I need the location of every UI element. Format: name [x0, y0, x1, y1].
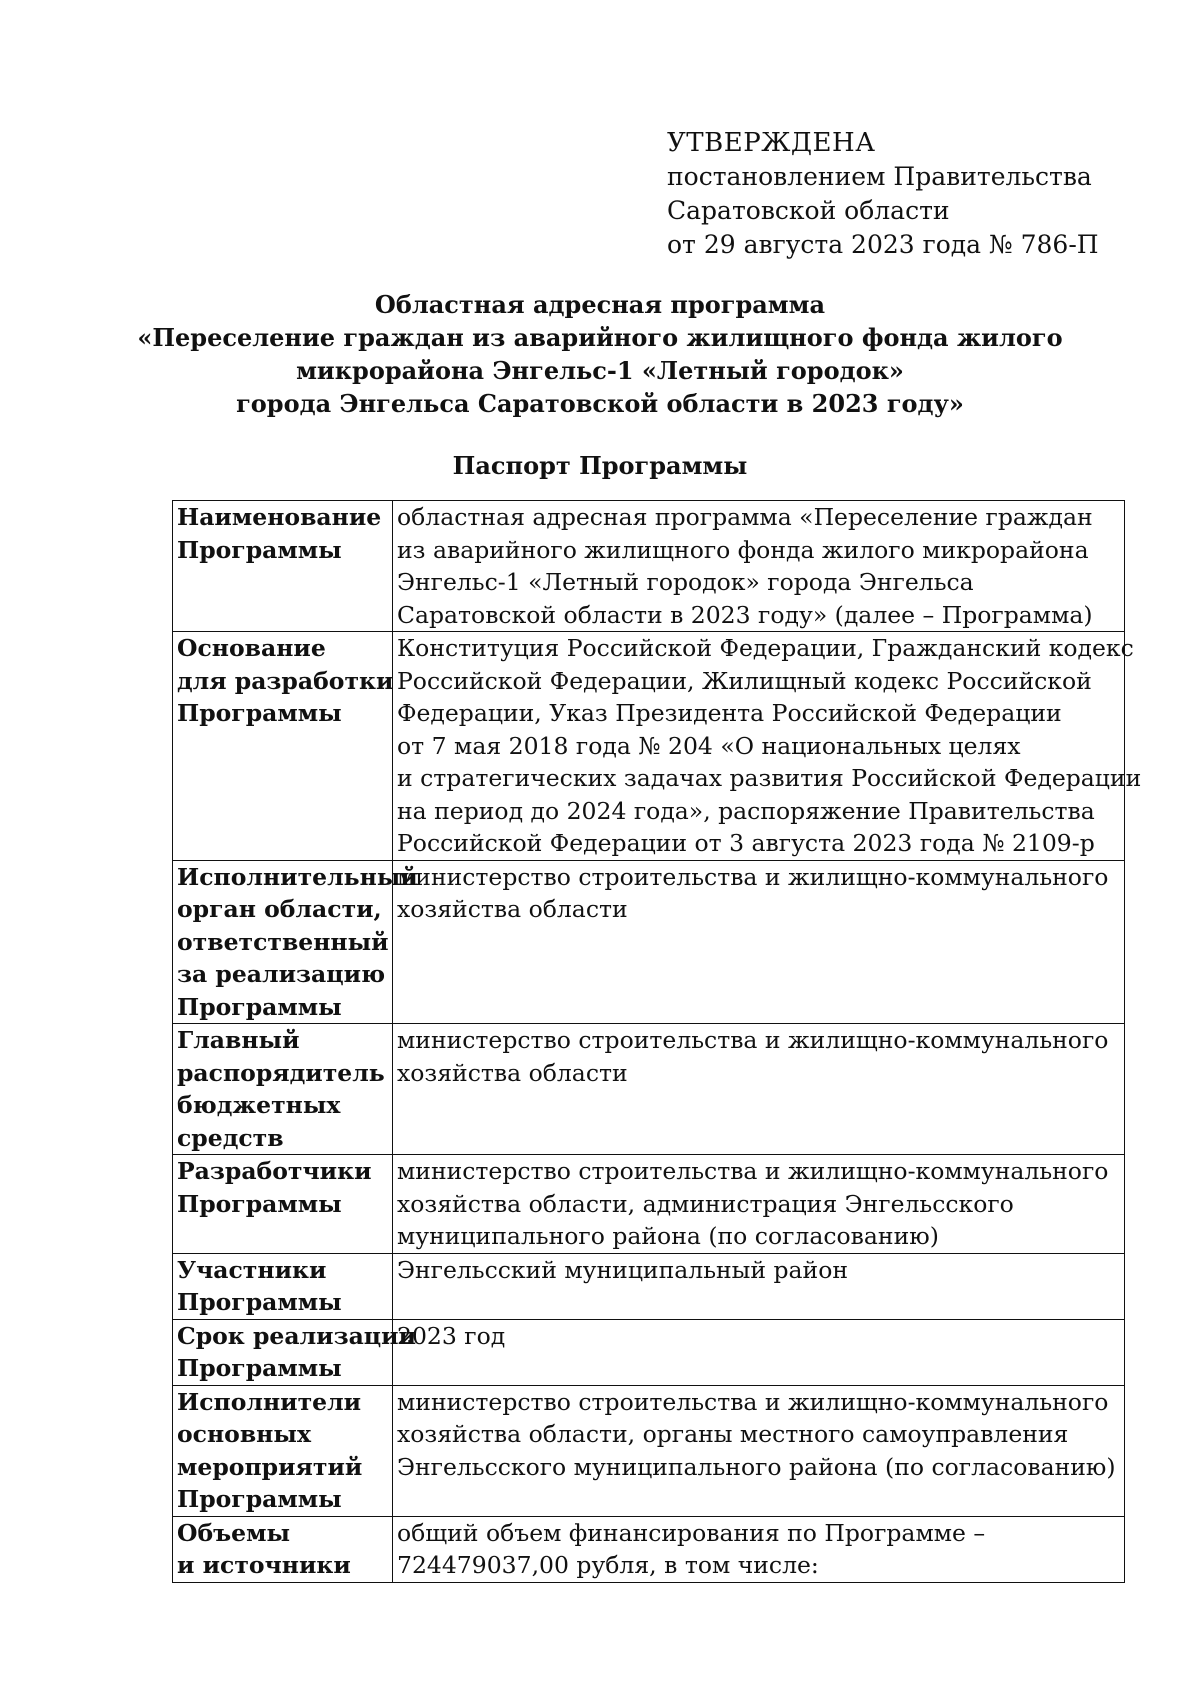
row-label-line: Программы — [177, 1485, 342, 1513]
row-label — [173, 860, 418, 1024]
row-label-line: и источники — [177, 1551, 351, 1579]
row-value-line: Энгельсский муниципальный район — [397, 1255, 849, 1284]
row-label-line: мероприятий — [177, 1452, 363, 1481]
row-label-line: основных — [177, 1420, 311, 1448]
row-value-line: Федерации, Указ Президента Российской Федерации — [397, 699, 1062, 727]
row-value-line: Саратовской области в 2023 году» (далее – Программа) — [397, 600, 1093, 629]
approval-line: от 29 августа 2023 года № 786-П — [667, 230, 1099, 259]
row-value-line: хозяйства области — [397, 1058, 628, 1087]
row-label-line: Участники — [177, 1255, 327, 1284]
row-value — [393, 1385, 1125, 1516]
row-label — [173, 632, 393, 861]
table-row — [173, 1385, 1125, 1516]
row-value-line: общий объем финансирования по Программе – — [397, 1518, 986, 1547]
row-label-line: ответственный — [177, 927, 389, 956]
row-value-line: 724479037,00 рубля, в том числе: — [397, 1551, 819, 1579]
row-label — [173, 1024, 393, 1155]
row-value-line: Энгельс-1 «Летный городок» города Энгельса — [397, 568, 974, 596]
row-label-line: орган области, — [177, 895, 382, 923]
table-row — [173, 1253, 1125, 1319]
row-label-line: Программы — [177, 992, 342, 1021]
row-label — [173, 1155, 393, 1254]
row-value-line: министерство строительства и жилищно-коммунального — [397, 862, 1109, 891]
approval-block — [667, 126, 1099, 262]
row-label-line: Наименование — [177, 503, 382, 531]
passport-table-body — [173, 501, 1142, 1583]
title-line: «Переселение граждан из аварийного жилищного фонда жилого — [137, 323, 1063, 352]
row-label-line: бюджетных — [177, 1091, 341, 1119]
row-label-line: Программы — [177, 699, 342, 727]
passport-table — [172, 500, 1142, 1583]
row-label — [173, 501, 393, 632]
row-label-line: за реализацию — [177, 960, 386, 988]
row-value-line: Российской Федерации, Жилищный кодекс Российской — [397, 666, 1092, 695]
table-row — [173, 1155, 1125, 1254]
row-label-line: Программы — [177, 1288, 342, 1316]
row-value-line: министерство строительства и жилищно-коммунального — [397, 1157, 1109, 1185]
row-value-line: на период до 2024 года», распоряжение Правительства — [397, 796, 1095, 825]
row-label-line: Программы — [177, 535, 342, 564]
passport-heading: Паспорт Программы — [452, 451, 748, 480]
row-label-line: Разработчики — [177, 1157, 372, 1185]
row-label-line: Объемы — [177, 1518, 291, 1547]
row-value-line: министерство строительства и жилищно-коммунального — [397, 1387, 1109, 1416]
row-label-line: Главный — [177, 1026, 300, 1054]
row-value-line: 2023 год — [397, 1321, 506, 1350]
approval-heading: УТВЕРЖДЕНА — [667, 128, 876, 158]
row-value — [393, 1024, 1125, 1155]
row-label — [173, 1385, 393, 1516]
row-value-line: от 7 мая 2018 года № 204 «О национальных целях — [397, 731, 1021, 760]
row-value — [393, 860, 1125, 1024]
row-label-line: Исполнительный — [177, 862, 418, 891]
row-label-line: для разработки — [177, 666, 394, 695]
row-value-line: и стратегических задачах развития Российской Федерации — [397, 764, 1142, 792]
row-label-line: Основание — [177, 634, 326, 662]
row-value-line: хозяйства области, администрация Энгельсского — [397, 1189, 1014, 1218]
approval-line: Саратовской области — [667, 196, 950, 225]
row-label-line: распорядитель — [177, 1058, 385, 1087]
row-value-line: хозяйства области, органы местного самоуправления — [397, 1420, 1069, 1448]
table-row — [173, 501, 1125, 632]
row-value — [393, 632, 1142, 861]
row-label-line: Срок реализации — [177, 1321, 417, 1350]
row-label-line: Программы — [177, 1354, 342, 1382]
row-value-line: муниципального района (по согласованию) — [397, 1222, 939, 1250]
table-row — [173, 1516, 1125, 1582]
row-value-line: хозяйства области — [397, 895, 628, 923]
row-label — [173, 1319, 417, 1385]
row-value-line: Конституция Российской Федерации, Гражданский кодекс — [397, 634, 1134, 662]
row-value — [393, 1319, 1125, 1385]
table-row — [173, 632, 1125, 861]
table-row — [173, 1319, 1125, 1385]
title-line: Областная адресная программа — [374, 290, 826, 319]
row-label — [173, 1516, 393, 1582]
row-value — [393, 1253, 1125, 1319]
row-label-line: средств — [177, 1123, 284, 1152]
row-value-line: Российской Федерации от 3 августа 2023 года № 2109-р — [397, 829, 1095, 857]
row-value-line: из аварийного жилищного фонда жилого микрорайона — [397, 535, 1089, 564]
row-value-line: Энгельсского муниципального района (по согласованию) — [397, 1452, 1116, 1481]
row-value-line: министерство строительства и жилищно-коммунального — [397, 1026, 1109, 1054]
row-value — [393, 501, 1125, 632]
row-value — [393, 1155, 1125, 1254]
row-value-line: областная адресная программа «Переселение граждан — [397, 503, 1093, 531]
program-title — [0, 288, 1200, 420]
table-row — [173, 1024, 1125, 1155]
row-label-line: Исполнители — [177, 1387, 362, 1416]
title-line: микрорайона Энгельс-1 «Летный городок» — [296, 356, 904, 385]
row-label-line: Программы — [177, 1189, 342, 1218]
row-label — [173, 1253, 393, 1319]
title-line: города Энгельса Саратовской области в 2023 году» — [236, 389, 964, 418]
approval-line: постановлением Правительства — [667, 162, 1092, 191]
table-row — [173, 860, 1125, 1024]
row-value — [393, 1516, 1125, 1582]
